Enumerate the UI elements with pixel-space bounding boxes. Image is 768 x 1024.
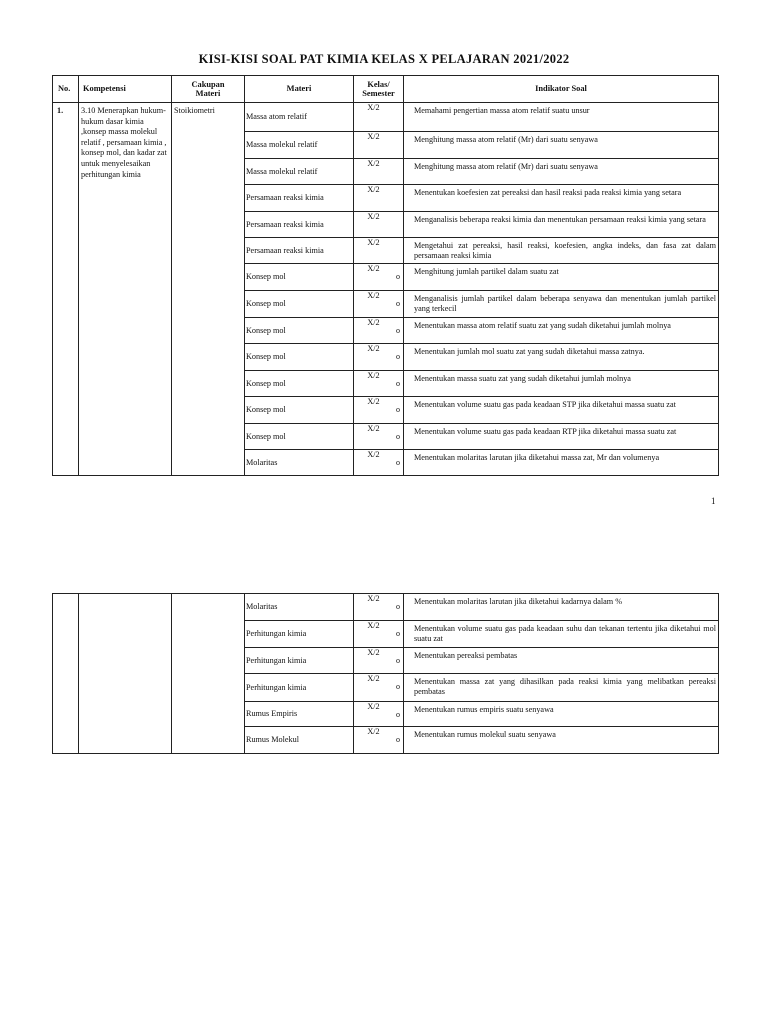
kelas-value: X/2 bbox=[367, 238, 380, 247]
kelas-semester-cell bbox=[354, 264, 404, 291]
kelas-semester-cell bbox=[354, 103, 404, 132]
kompetensi-cell bbox=[79, 594, 172, 754]
materi-cell: Konsep mol bbox=[245, 291, 354, 318]
kelas-semester-cell bbox=[354, 450, 404, 476]
bullet-marker: o bbox=[396, 299, 400, 308]
header-cakupan bbox=[172, 76, 245, 103]
materi-cell: Rumus Empiris bbox=[245, 702, 354, 727]
kelas-semester-cell bbox=[354, 318, 404, 344]
kelas-semester-cell bbox=[354, 212, 404, 238]
materi-cell: Perhitungan kimia bbox=[245, 648, 354, 674]
document-title: KISI-KISI SOAL PAT KIMIA KELAS X PELAJARAN 2021/2022 bbox=[198, 52, 570, 66]
kelas-semester-cell bbox=[354, 727, 404, 754]
materi-cell: Rumus Molekul bbox=[245, 727, 354, 754]
kelas-semester-cell bbox=[354, 159, 404, 185]
materi-cell: Konsep mol bbox=[245, 371, 354, 397]
kompetensi-cell: 3.10 Menerapkan hukum-hukum dasar kimia ,konsep massa molekul relatif , persamaan kimia , konsep mol, dan kadar zat untuk menyelesaikan perhitungan kimia bbox=[79, 103, 172, 476]
indikator-cell: Menentukan jumlah mol suatu zat yang sudah diketahui massa zatnya. bbox=[404, 344, 719, 371]
kelas-value: X/2 bbox=[367, 397, 380, 406]
materi-cell: Massa atom relatif bbox=[245, 103, 354, 132]
bullet-marker: o bbox=[396, 432, 400, 441]
bullet-marker: o bbox=[396, 405, 400, 414]
bullet-marker: o bbox=[396, 656, 400, 665]
indikator-cell: Menentukan molaritas larutan jika diketahui massa zat, Mr dan volumenya bbox=[404, 450, 719, 476]
bullet-marker: o bbox=[396, 735, 400, 744]
kelas-semester-cell bbox=[354, 371, 404, 397]
indikator-cell: Menghitung massa atom relatif (Mr) dari suatu senyawa bbox=[404, 132, 719, 159]
cakupan-materi-cell bbox=[172, 594, 245, 754]
materi-cell: Massa molekul relatif bbox=[245, 159, 354, 185]
indikator-cell: Menentukan koefesien zat pereaksi dan hasil reaksi pada reaksi kimia yang setara bbox=[404, 185, 719, 212]
header-kelas-line1: Kelas/ bbox=[367, 79, 390, 89]
kelas-value: X/2 bbox=[367, 291, 380, 300]
kelas-value: X/2 bbox=[367, 450, 380, 459]
materi-cell: Molaritas bbox=[245, 594, 354, 621]
indikator-cell: Menentukan volume suatu gas pada keadaan RTP jika diketahui massa suatu zat bbox=[404, 424, 719, 450]
indikator-cell: Menganalisis beberapa reaksi kimia dan menentukan persamaan reaksi kimia yang setara bbox=[404, 212, 719, 238]
kelas-semester-cell bbox=[354, 648, 404, 674]
materi-cell: Konsep mol bbox=[245, 397, 354, 424]
bullet-marker: o bbox=[396, 458, 400, 467]
bullet-marker: o bbox=[396, 629, 400, 638]
header-kelas-line2: Semester bbox=[362, 89, 395, 98]
materi-cell: Persamaan reaksi kimia bbox=[245, 212, 354, 238]
header-no: No. bbox=[53, 76, 79, 103]
kelas-value: X/2 bbox=[367, 594, 380, 603]
kelas-value: X/2 bbox=[367, 702, 380, 711]
materi-cell: Konsep mol bbox=[245, 318, 354, 344]
kisi-kisi-table-continued bbox=[52, 593, 719, 754]
bullet-marker: o bbox=[396, 326, 400, 335]
kelas-value: X/2 bbox=[367, 674, 380, 683]
table-header-row bbox=[53, 76, 719, 103]
kelas-value: X/2 bbox=[367, 344, 380, 353]
materi-cell: Perhitungan kimia bbox=[245, 674, 354, 702]
materi-cell: Persamaan reaksi kimia bbox=[245, 238, 354, 264]
materi-cell: Persamaan reaksi kimia bbox=[245, 185, 354, 212]
kelas-semester-cell bbox=[354, 424, 404, 450]
bullet-marker: o bbox=[396, 710, 400, 719]
kelas-value: X/2 bbox=[367, 185, 380, 194]
indikator-cell: Menghitung massa atom relatif (Mr) dari suatu senyawa bbox=[404, 159, 719, 185]
indikator-cell: Menentukan volume suatu gas pada keadaan STP jika diketahui massa suatu zat bbox=[404, 397, 719, 424]
table-row bbox=[53, 103, 719, 132]
header-cakupan-line2: Materi bbox=[195, 89, 221, 98]
indikator-cell: Menentukan pereaksi pembatas bbox=[404, 648, 719, 674]
kelas-value: X/2 bbox=[367, 264, 380, 273]
cakupan-materi-cell: Stoikiometri bbox=[172, 103, 245, 476]
indikator-cell: Menentukan massa atom relatif suatu zat yang sudah diketahui jumlah molnya bbox=[404, 318, 719, 344]
indikator-cell: Menentukan massa zat yang dihasilkan pada reaksi kimia yang melibatkan pereaksi pembatas bbox=[404, 674, 719, 702]
kelas-value: X/2 bbox=[367, 424, 380, 433]
kelas-value: X/2 bbox=[367, 371, 380, 380]
row-number bbox=[53, 594, 79, 754]
kelas-value: X/2 bbox=[367, 621, 380, 630]
materi-cell: Molaritas bbox=[245, 450, 354, 476]
kelas-semester-cell bbox=[354, 702, 404, 727]
kelas-semester-cell bbox=[354, 185, 404, 212]
materi-cell: Perhitungan kimia bbox=[245, 621, 354, 648]
bullet-marker: o bbox=[396, 682, 400, 691]
indikator-cell: Menentukan rumus molekul suatu senyawa bbox=[404, 727, 719, 754]
bullet-marker: o bbox=[396, 352, 400, 361]
kelas-semester-cell bbox=[354, 132, 404, 159]
kelas-semester-cell bbox=[354, 397, 404, 424]
materi-cell: Konsep mol bbox=[245, 344, 354, 371]
page-number: 1 bbox=[711, 496, 716, 506]
indikator-cell: Memahami pengertian massa atom relatif suatu unsur bbox=[404, 103, 719, 132]
header-kelas-semester bbox=[354, 76, 404, 103]
kisi-kisi-table bbox=[52, 75, 719, 476]
indikator-cell: Menentukan volume suatu gas pada keadaan suhu dan tekanan tertentu jika diketahui mol suatu zat bbox=[404, 621, 719, 648]
bullet-marker: o bbox=[396, 602, 400, 611]
bullet-marker: o bbox=[396, 272, 400, 281]
kelas-semester-cell bbox=[354, 594, 404, 621]
indikator-cell: Menghitung jumlah partikel dalam suatu zat bbox=[404, 264, 719, 291]
kelas-semester-cell bbox=[354, 344, 404, 371]
kelas-value: X/2 bbox=[367, 103, 380, 112]
materi-cell: Massa molekul relatif bbox=[245, 132, 354, 159]
kelas-value: X/2 bbox=[367, 648, 380, 657]
kelas-semester-cell bbox=[354, 291, 404, 318]
indikator-cell: Menentukan massa suatu zat yang sudah diketahui jumlah molnya bbox=[404, 371, 719, 397]
indikator-cell: Mengetahui zat pereaksi, hasil reaksi, koefesien, angka indeks, dan fasa zat dalam persamaan reaksi kimia bbox=[404, 238, 719, 264]
indikator-cell: Menganalisis jumlah partikel dalam beberapa senyawa dan menentukan jumlah partikel yang terkecil bbox=[404, 291, 719, 318]
kelas-value: X/2 bbox=[367, 318, 380, 327]
header-materi: Materi bbox=[245, 76, 354, 103]
kelas-value: X/2 bbox=[367, 159, 380, 168]
row-number: 1. bbox=[53, 103, 79, 476]
table-row bbox=[53, 594, 719, 621]
indikator-cell: Menentukan molaritas larutan jika diketahui kadarnya dalam % bbox=[404, 594, 719, 621]
kelas-semester-cell bbox=[354, 238, 404, 264]
indikator-cell: Menentukan rumus empiris suatu senyawa bbox=[404, 702, 719, 727]
header-cakupan-line1: Cakupan bbox=[191, 79, 225, 89]
kelas-semester-cell bbox=[354, 621, 404, 648]
kelas-semester-cell bbox=[354, 674, 404, 702]
bullet-marker: o bbox=[396, 379, 400, 388]
header-kompetensi: Kompetensi bbox=[79, 76, 172, 103]
kelas-value: X/2 bbox=[367, 212, 380, 221]
kelas-value: X/2 bbox=[367, 132, 380, 141]
materi-cell: Konsep mol bbox=[245, 424, 354, 450]
materi-cell: Konsep mol bbox=[245, 264, 354, 291]
header-indikator: Indikator Soal bbox=[404, 76, 719, 103]
kelas-value: X/2 bbox=[367, 727, 380, 736]
